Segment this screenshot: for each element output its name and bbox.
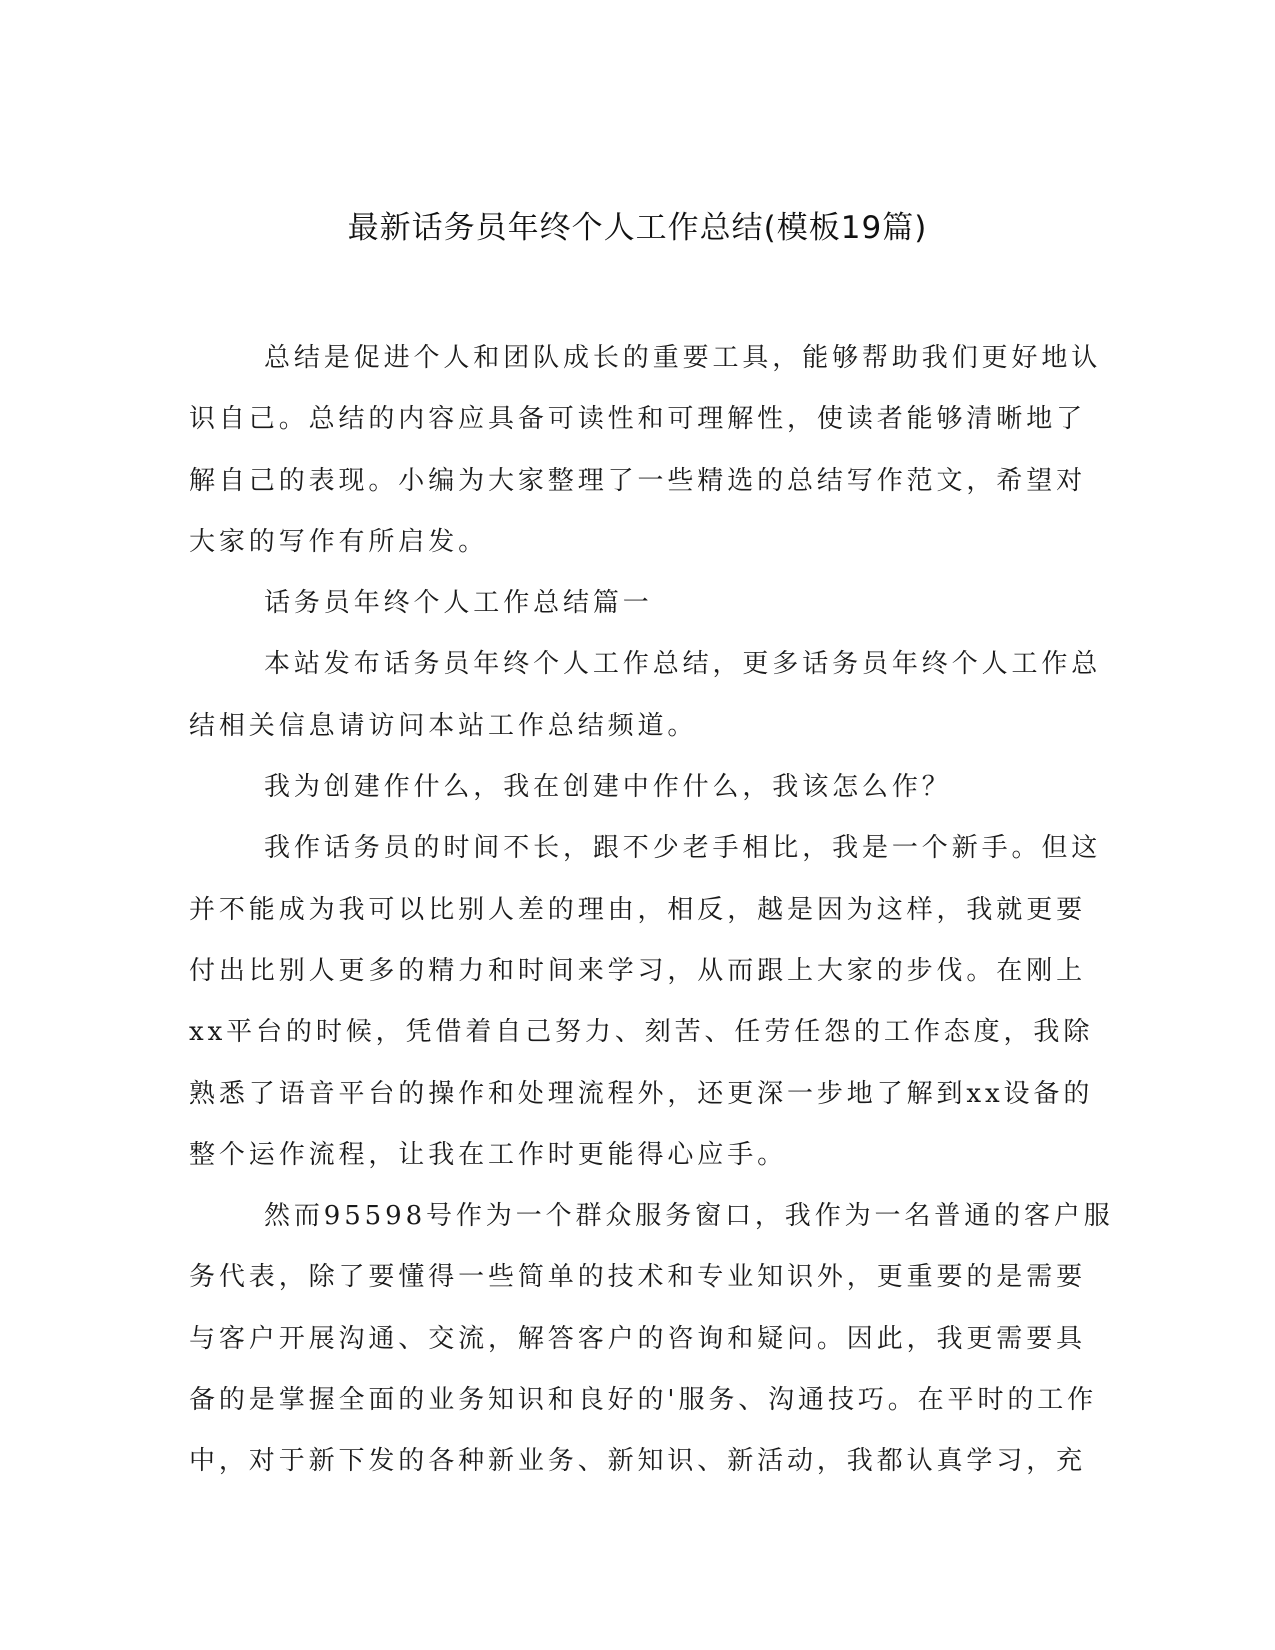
document-body: [189, 328, 1114, 1493]
paragraph-line: 总结是促进个人和团队成长的重要工具，能够帮助我们更好地认: [264, 343, 1102, 373]
document-title: 最新话务员年终个人工作总结(模板19篇): [347, 210, 928, 246]
paragraph-line: 熟悉了语音平台的操作和处理流程外，还更深一步地了解到xx设备的: [189, 1078, 1094, 1109]
paragraph-line: 与客户开展沟通、交流，解答客户的咨询和疑问。因此，我更需要具: [189, 1323, 1087, 1354]
paragraph-line: 我为创建作什么，我在创建中作什么，我该怎么作？: [264, 772, 952, 803]
paragraph-line: 结相关信息请访问本站工作总结频道。: [189, 710, 698, 741]
paragraph-line: 中，对于新下发的各种新业务、新知识、新活动，我都认真学习，充: [189, 1446, 1087, 1477]
paragraph-line: 识自己。总结的内容应具备可读性和可理解性，使读者能够清晰地了: [189, 404, 1087, 435]
paragraph-line: xx平台的时候，凭借着自己努力、刻苦、任劳任怨的工作态度，我除: [189, 1017, 1094, 1048]
paragraph-line: 然而95598号作为一个群众服务窗口，我作为一名普通的客户服: [264, 1201, 1114, 1232]
paragraph-line: 务代表，除了要懂得一些简单的技术和专业知识外，更重要的是需要: [189, 1262, 1087, 1293]
paragraph-line: 并不能成为我可以比别人差的理由，相反，越是因为这样，我就更要: [189, 894, 1087, 925]
paragraph-line: 我作话务员的时间不长，跟不少老手相比，我是一个新手。但这: [264, 833, 1102, 864]
paragraph-line: 备的是掌握全面的业务知识和良好的'服务、沟通技巧。在平时的工作: [189, 1385, 1098, 1416]
paragraph-line: 本站发布话务员年终个人工作总结，更多话务员年终个人工作总: [264, 649, 1102, 680]
section-heading: 话务员年终个人工作总结篇一: [264, 588, 653, 619]
paragraph-line: 整个运作流程，让我在工作时更能得心应手。: [189, 1139, 788, 1170]
paragraph-line: 付出比别人更多的精力和时间来学习，从而跟上大家的步伐。在刚上: [189, 955, 1087, 986]
paragraph-line: 大家的写作有所启发。: [189, 526, 489, 557]
paragraph-line: 解自己的表现。小编为大家整理了一些精选的总结写作范文，希望对: [189, 465, 1087, 496]
